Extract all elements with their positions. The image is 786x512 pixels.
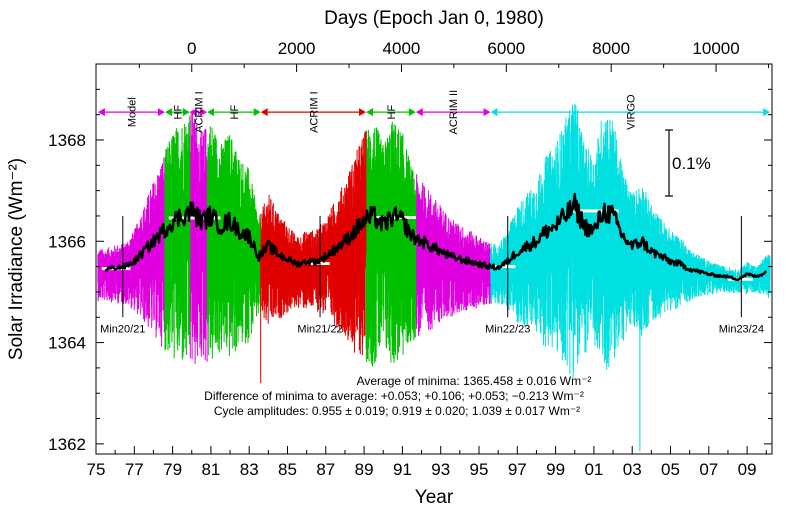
instrument-label-1: HF [172,104,185,120]
x2-tick-label-4: 8000 [592,39,631,58]
instrument-arrow-left-6 [416,108,423,116]
minimum-label-2: Min22/23 [485,323,531,336]
instrument-arrow-right-5 [409,108,416,116]
instrument-arrow-right-0 [158,108,165,116]
x2-axis-title: Days (Epoch Jan 0, 1980) [324,8,544,29]
minimum-label-0: Min20/21 [100,323,146,336]
x-tick-label-10: 95 [469,460,489,479]
stats-minima-difference: Difference of minima to average: +0.053; +0.106; +0.053; −0.213 Wm⁻² [204,389,584,403]
instrument-arrow-left-7 [490,108,497,116]
instrument-arrow-right-6 [483,108,490,116]
instrument-spans [98,90,770,135]
x-tick-label-5: 85 [278,460,297,479]
x2-tick-label-3: 6000 [487,39,526,58]
x2-tick-label-2: 4000 [382,39,421,58]
instrument-label-3: HF [228,104,241,120]
stats-average-minima: Average of minima: 1365.458 ± 0.016 Wm⁻² [356,374,592,388]
instrument-label-7: VIRGO [625,94,638,130]
x-tick-label-12: 99 [546,460,566,479]
instrument-arrow-left-5 [366,108,373,116]
y-tick-label-3: 1368 [48,130,86,150]
x-tick-label-8: 91 [392,460,412,479]
x-axis-title: Year [414,487,454,508]
x2-tick-label-1: 2000 [277,39,316,58]
x-tick-label-11: 97 [507,460,527,479]
instrument-label-2: ACRIM I [193,91,206,133]
x-tick-label-16: 07 [699,460,719,479]
x-tick-label-13: 01 [584,460,604,479]
x-tick-label-2: 79 [163,460,183,479]
instrument-arrow-left-1 [165,108,172,116]
instrument-label-5: HF [385,104,398,120]
instrument-label-0: Model [126,97,139,128]
x-tick-label-6: 87 [316,460,336,479]
x-tick-label-0: 75 [86,460,106,479]
minimum-label-3: Min23/24 [718,323,764,336]
x-tick-label-1: 77 [124,460,144,479]
y-tick-label-1: 1364 [48,333,86,353]
scale-bar-label: 0.1% [672,154,711,173]
x-tick-label-3: 81 [201,460,221,479]
instrument-arrow-right-4 [359,108,366,116]
x2-tick-label-0: 0 [187,39,197,58]
scale-bar [665,130,711,196]
x-tick-label-15: 05 [661,460,680,479]
instrument-arrow-left-4 [261,108,268,116]
x-tick-label-7: 89 [354,460,374,479]
y-tick-label-2: 1366 [48,232,86,252]
stats-cycle-amplitudes: Cycle amplitudes: 0.955 ± 0.019; 0.919 ± 0.020; 1.039 ± 0.017 Wm⁻² [213,404,581,418]
instrument-arrow-left-3 [207,108,214,116]
x-tick-label-9: 93 [431,460,451,479]
x-tick-label-4: 83 [239,460,259,479]
y-tick-label-0: 1362 [48,434,86,454]
instrument-arrow-right-3 [254,108,261,116]
instrument-label-4: ACRIM I [308,91,321,133]
minimum-label-1: Min21/22 [297,323,343,336]
x2-tick-label-5: 10000 [692,39,740,58]
instrument-label-6: ACRIM II [448,89,461,135]
x-tick-label-17: 09 [737,460,757,479]
y-axis-title: Solar Irradiance (Wm⁻²) [6,157,27,361]
x-tick-label-14: 03 [622,460,642,479]
